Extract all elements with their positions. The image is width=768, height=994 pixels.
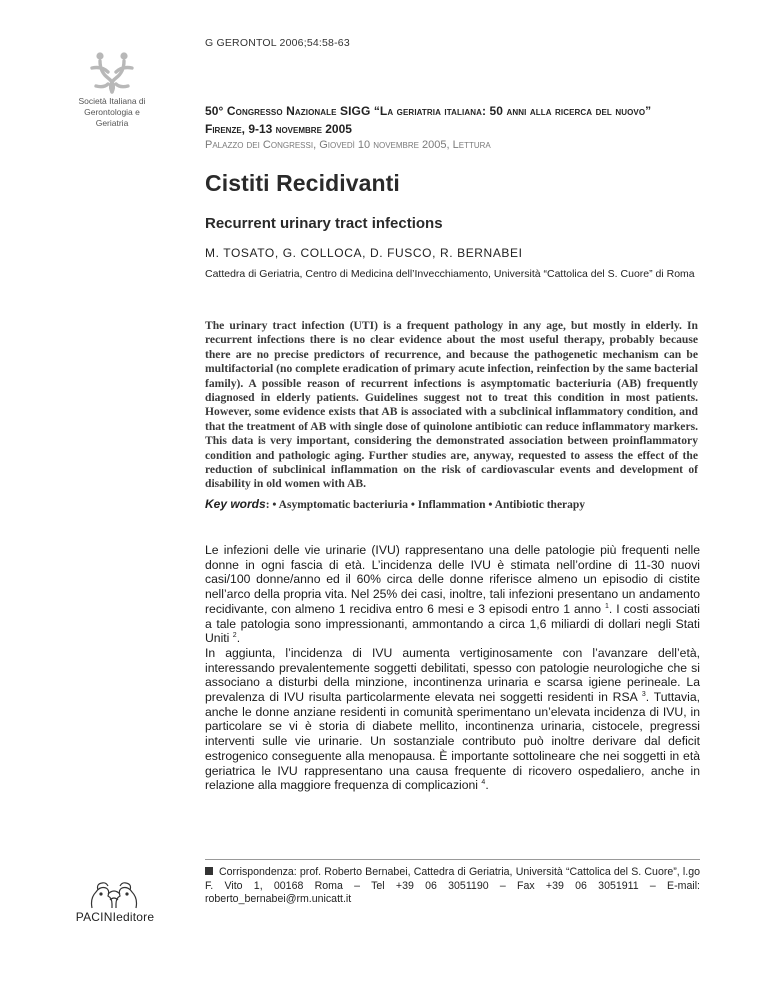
body-paragraph	[205, 543, 700, 646]
keywords-line	[205, 497, 585, 511]
paragraph-text: . Tuttavia, anche le donne anziane residenti in comunità sperimentano un’elevata incidenza di IVU, in particolare se vi è storia di diabete mellito, incontinenza urinaria, cistocele, pregressi interventi sulle vie urinarie. Un sostanziale contributo può inoltre derivare dal deficit estrogenico conseguente alla menopausa. È importante sottolineare che nei soggetti in età geriatrica le IVU rappresentano una causa frequente di ricovero ospedaliero, anche in relazione alla maggiore frequenza di complicazioni	[205, 690, 700, 793]
author-list: M. TOSATO, G. COLLOCA, D. FUSCO, R. BERNABEI	[205, 246, 523, 260]
congress-title: 50° Congresso Nazionale SIGG “La geriatria italiana: 50 anni alla ricerca del nuovo”	[205, 104, 652, 118]
footer-divider	[205, 859, 700, 860]
keywords-list: : • Asymptomatic bacteriuria • Inflammation • Antibiotic therapy	[265, 499, 586, 511]
paragraph-text: .	[485, 778, 489, 793]
journal-reference: G GERONTOL 2006;54:58-63	[205, 37, 350, 49]
paragraph-text: . I costi associati a tale patologia sono impressionanti, ammontando a circa 1,6 miliardi di dollari negli Stati Uniti	[205, 601, 700, 646]
citation-ref: 3	[641, 691, 646, 699]
society-name: Società Italiana di Gerontologia e Geriatria	[78, 96, 146, 128]
congress-place-date: Firenze, 9-13 novembre 2005	[205, 122, 352, 136]
society-figure-emblem-icon	[86, 48, 138, 96]
citation-ref: 1	[605, 602, 609, 610]
keywords-label: Key words	[205, 497, 266, 511]
publisher-name: PACINIeditore	[75, 910, 155, 924]
article-title: Cistiti Recidivanti	[205, 170, 400, 196]
paragraph-text: Le infezioni delle vie urinarie (IVU) rappresentano una delle patologie più frequenti nelle donne in ogni fascia di età. L’incidenza delle IVU è stimata nell’ordine di 11-30 nuovi casi/100 donne/anno ed il 60% circa delle donne riferisce almeno un episodio di cistite nell’arco della propria vita. Nel 25% dei casi, inoltre, tali infezioni presentano un andamento recidivante, con almeno 1 recidiva entro 6 mesi e 3 episodi entro 1 anno	[205, 543, 700, 616]
correspondence-note	[205, 866, 700, 907]
abstract: The urinary tract infection (UTI) is a frequent pathology in any age, but mostly in elderly. In recurrent infections there is no clear evidence about the most useful therapy, probably because there are no precise predictors of recurrence, and because the pathogenetic mechanism can be multifactorial (no complete eradication of primary acute infection, reinfection by the same bacterial family). A possible reason of recurrent infections is asymptomatic bacteriuria (AB) frequently diagnosed in elderly patients. Guidelines suggest not to treat this condition in most patients. However, some evidence exists that AB is associated with a subclinical inflammatory condition, and that the treatment of AB with single dose of quinolone antibiotic can reduce inflammatory markers. This data is very important, considering the demonstrated association between proinflammatory condition and pathologic aging. Further studies are, anyway, requested to assess the effect of the reduction of subclinical inflammation on the risk of cardiovascular events and development of disability in old women with AB.	[205, 319, 698, 491]
correspondence-text: Corrispondenza: prof. Roberto Bernabei, Cattedra di Geriatria, Università “Cattolica del S. Cuore”, l.go F. Vito 1, 00168 Roma – Tel +39 06 3051190 – Fax +39 06 3051911 – E-mail: roberto_bernabei@rm.unicatt.it	[205, 866, 700, 905]
publisher-lions-emblem-icon	[86, 880, 142, 910]
paragraph-text: In aggiunta, l’incidenza di IVU aumenta vertiginosamente con l’avanzare dell’età, interessando prevalentemente soggetti debilitati, spesso con patologie neurologiche che si associano a disturbi della minzione, incontinenza urinaria e scarsa igiene perineale. La prevalenza di IVU risulta particolarmente elevata nei soggetti residenti in RSA	[205, 645, 700, 705]
citation-ref: 4	[481, 779, 486, 787]
citation-ref: 2	[232, 632, 237, 640]
congress-venue: Palazzo dei Congressi, Giovedì 10 novembre 2005, Lettura	[205, 139, 491, 151]
paragraph-text: .	[236, 631, 241, 646]
body-text	[205, 543, 700, 793]
square-bullet-icon	[205, 867, 213, 875]
body-paragraph	[205, 646, 700, 793]
affiliation: Cattedra di Geriatria, Centro di Medicina dell’Invecchiamento, Università “Cattolica del S. Cuore” di Roma	[205, 268, 695, 280]
article-subtitle: Recurrent urinary tract infections	[205, 215, 443, 232]
